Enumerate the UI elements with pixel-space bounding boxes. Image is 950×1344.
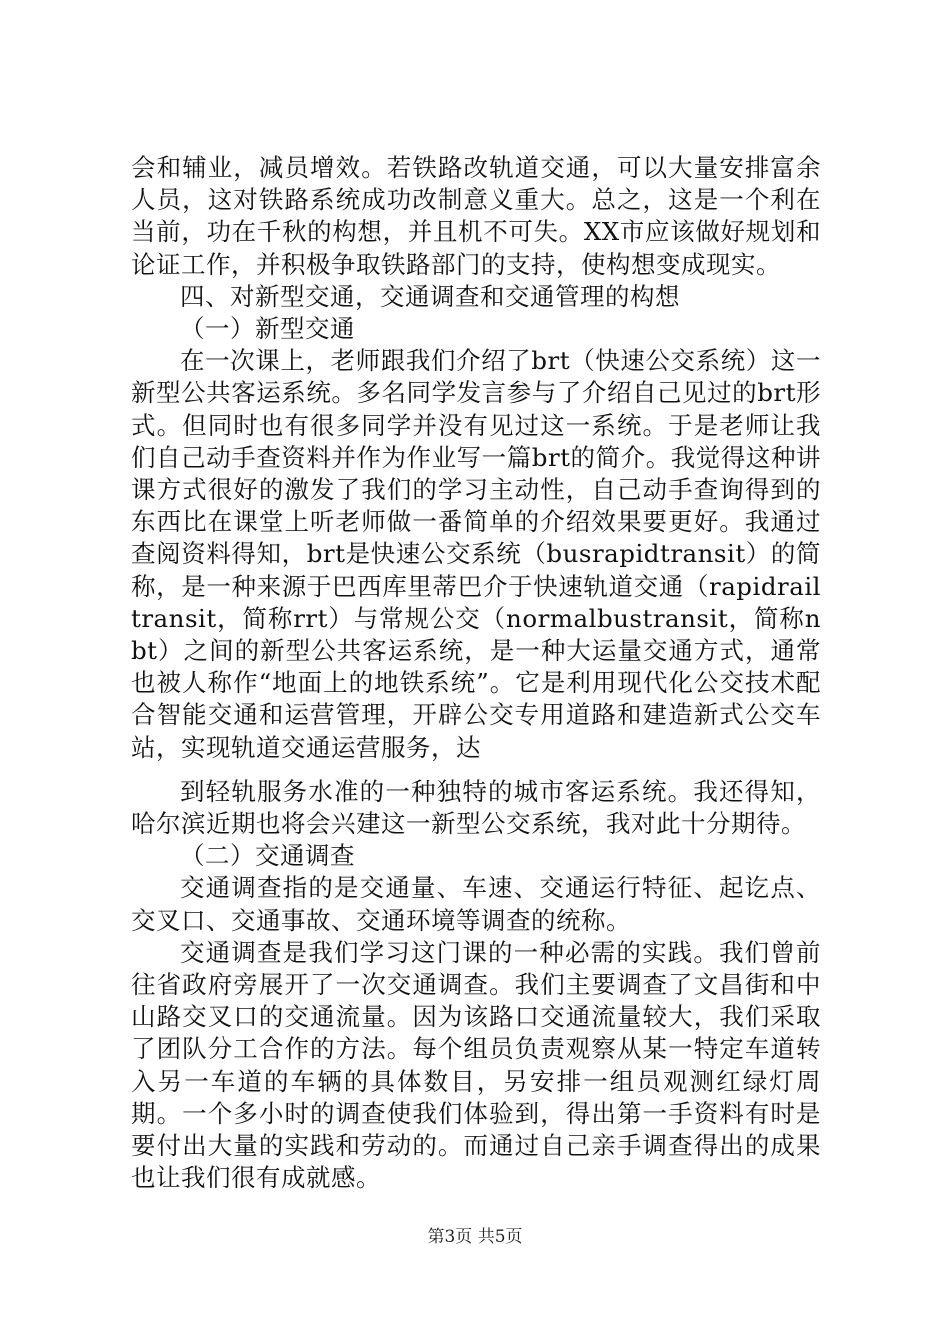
paragraph-survey-practice: 交通调查是我们学习这门课的一种必需的实践。我们曾前往省政府旁展开了一次交通调查。我们主要调查了文昌街和中山路交叉口的交通流量。因为该路口交通流量较大，我们采取了团队分工合作的方法。每个组员负责观察从某一特定车道转入另一车道的车辆的具体数目，另安排一组员观测红绿灯周期。一个多小时的调查使我们体验到，得出第一手资料有时是要付出大量的实践和劳动的。而通过自己亲手调查得出的成果也让我们很有成就感。 [131,937,821,1193]
paragraph-continuation: 会和辅业，减员增效。若铁路改轨道交通，可以大量安排富余人员，这对铁路系统成功改制意义重大。总之，这是一个利在当前，功在千秋的构想，并且机不可失。XX市应该做好规划和论证工作，并积极争取铁路部门的支持，使构想变成现实。 [131,153,821,279]
paragraph-survey-definition: 交通调查指的是交通量、车速、交通运行特征、起讫点、交叉口、交通事故、交通环境等调查的统称。 [131,873,821,935]
paragraph-brt: 在一次课上，老师跟我们介绍了brt（快速公交系统）这一新型公共客运系统。多名同学发言参与了介绍自己见过的brt形式。但同时也有很多同学并没有见过这一系统。于是老师让我们自己动手查资料并作为作业写一篇brt的简介。我觉得这种讲课方式很好的激发了我们的学习主动性，自己动手查询得到的东西比在课堂上听老师做一番简单的介绍效果要更好。我通过查阅资料得知，brt是快速公交系统（busrapidtransit）的简称，是一种来源于巴西库里蒂巴介于快速轨道交通（rapidrailtransit，简称rrt）与常规公交（normalbustransit，简称nbt）之间的新型公共客运系统，是一种大运量交通方式，通常也被人称作“地面上的地铁系统”。它是利用现代化公交技术配合智能交通和运营管理，开辟公交专用道路和建造新式公交车站，实现轨道交通运营服务，达 [131,346,821,762]
paragraph-brt-continued: 到轻轨服务水准的一种独特的城市客运系统。我还得知，哈尔滨近期也将会兴建这一新型公交系统，我对此十分期待。 [131,776,821,839]
page-footer: 第3页 共5页 [427,1227,523,1247]
section-heading: 四、对新型交通，交通调查和交通管理的构想 [180,281,680,311]
subsection-heading-traffic-survey: （二）交通调查 [180,841,355,871]
subsection-heading-new-transit: （一）新型交通 [180,314,355,344]
document-body [131,152,821,1195]
